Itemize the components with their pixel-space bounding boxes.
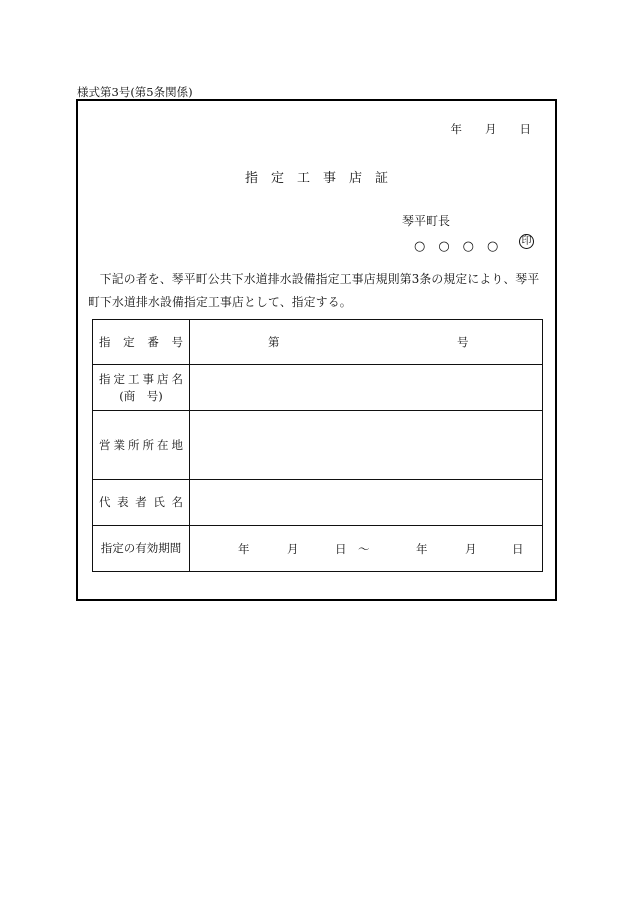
designation-statement: 下記の者を、琴平町公共下水道排水設備指定工事店規則第3条の規定により、琴平町下水道排水設備指定工事店として、指定する。 bbox=[88, 272, 540, 309]
validity-period-value bbox=[190, 526, 543, 572]
table-row-office-location bbox=[93, 411, 543, 480]
number-prefix: 第 bbox=[268, 335, 280, 349]
validity-period-label-text: 指定の有効期間 bbox=[100, 541, 182, 555]
table-row-representative bbox=[93, 480, 543, 526]
shop-name-label bbox=[93, 365, 190, 411]
end-month: 月 bbox=[465, 541, 477, 556]
certificate-title: 指 定 工 事 店 証 bbox=[244, 171, 388, 186]
representative-value bbox=[190, 480, 543, 526]
designation-number-value bbox=[190, 320, 543, 365]
issue-date-line: 年 月 日 bbox=[450, 122, 531, 136]
start-day: 日 bbox=[335, 541, 347, 556]
form-number-label: 様式第3号(第5条関係) bbox=[77, 85, 193, 99]
certificate-table bbox=[92, 319, 543, 572]
representative-label bbox=[93, 480, 190, 526]
start-month: 月 bbox=[287, 541, 299, 556]
office-location-label-text: 営 業 所 所 在 地 bbox=[99, 437, 183, 452]
end-year: 年 bbox=[416, 541, 428, 556]
office-location-value bbox=[190, 411, 543, 480]
shop-name-value bbox=[190, 365, 543, 411]
certificate-frame bbox=[76, 99, 557, 601]
table-row-validity-period bbox=[93, 526, 543, 572]
shop-name-label-text: 指 定 工 事 店 名 bbox=[99, 371, 183, 386]
designation-number-label bbox=[93, 320, 190, 365]
number-suffix: 号 bbox=[457, 335, 469, 349]
seal-icon: 印 bbox=[519, 234, 534, 249]
table-row-shop-name bbox=[93, 365, 543, 411]
start-year: 年 bbox=[238, 541, 250, 556]
issuer-title: 琴平町長 bbox=[402, 214, 451, 228]
validity-period-label bbox=[93, 526, 190, 572]
shop-name-sub-label: (商 号) bbox=[119, 388, 163, 403]
designation-number-label-text: 指 定 番 号 bbox=[99, 334, 183, 349]
period-separator: ～ bbox=[358, 541, 370, 556]
mayor-name-placeholder: ○ ○ ○ ○ bbox=[414, 239, 499, 254]
representative-label-text: 代 表 者 氏 名 bbox=[99, 495, 183, 509]
table-row-designation-number bbox=[93, 320, 543, 365]
end-day: 日 bbox=[512, 541, 524, 556]
office-location-label bbox=[93, 411, 190, 480]
